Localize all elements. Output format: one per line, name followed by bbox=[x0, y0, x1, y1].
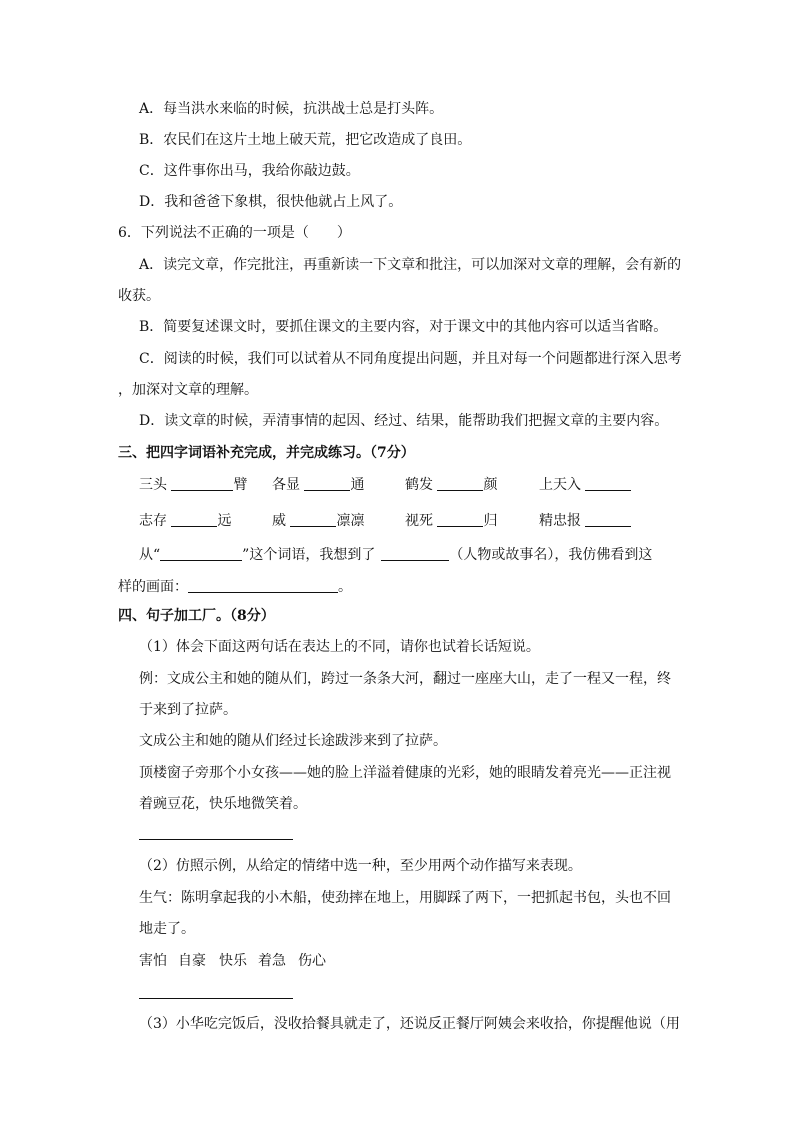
q6-option-b: B．简要复述课文时，要抓住课文的主要内容，对于课文中的其他内容可以适当省略。 bbox=[139, 319, 668, 335]
q5-option-c: C．这件事你出马，我给你敲边鼓。 bbox=[139, 163, 360, 179]
idiom-blank[interactable] bbox=[304, 476, 350, 491]
idiom-prefix: 视死 bbox=[405, 513, 433, 529]
q5-option-a: A．每当洪水来临的时候，抗洪战士总是打头阵。 bbox=[139, 101, 444, 117]
idiom-item bbox=[272, 475, 364, 495]
idiom-item bbox=[139, 475, 247, 495]
idiom-item bbox=[272, 511, 364, 531]
q6-option-c-line1: C．阅读的时候，我们可以试着从不同角度提出问题，并且对每一个问题都进行深入思考 bbox=[139, 351, 682, 367]
q6-stem: 6．下列说法不正确的一项是（ ） bbox=[118, 225, 351, 241]
scene-blank[interactable] bbox=[188, 578, 338, 593]
section3-title: 三、把四字词语补充完成，并完成练习。（7分） bbox=[118, 445, 415, 461]
part2-instruction: （2）仿照示例，从给定的情绪中选一种，至少用两个动作描写来表现。 bbox=[139, 858, 582, 874]
idiom-item bbox=[139, 511, 231, 531]
idiom-blank[interactable] bbox=[290, 512, 336, 527]
idiom-prefix: 上天入 bbox=[539, 477, 581, 493]
example-short: 文成公主和她的随从们经过长途跋涉来到了拉萨。 bbox=[139, 733, 447, 749]
q6-option-d: D．读文章的时候，弄清事情的起因、经过、结果，能帮助我们把握文章的主要内容。 bbox=[139, 413, 669, 429]
mood-option: 伤心 bbox=[298, 953, 326, 969]
idiom-sentence-line1 bbox=[139, 545, 652, 565]
idiom-suffix: 凛凛 bbox=[336, 513, 365, 529]
idiom-suffix: 归 bbox=[483, 513, 498, 529]
sentence-part: 从“ bbox=[139, 547, 161, 563]
idiom-prefix: 志存 bbox=[139, 513, 167, 529]
idiom-prefix: 各显 bbox=[272, 477, 300, 493]
mood-option: 着急 bbox=[258, 953, 286, 969]
person-story-blank[interactable] bbox=[381, 546, 449, 561]
idiom-suffix: 臂 bbox=[233, 477, 248, 493]
q6-option-c-line2: ，加深对文章的理解。 bbox=[118, 382, 258, 398]
idiom-prefix: 三头 bbox=[139, 477, 167, 493]
task-line1: 顶楼窗子旁那个小女孩——她的脸上洋溢着健康的光彩，她的眼睛发着亮光——正注视 bbox=[139, 765, 671, 781]
idiom-blank[interactable] bbox=[171, 512, 217, 527]
idiom-item bbox=[539, 511, 631, 531]
q6-option-a-line1: A．读完文章，作完批注，再重新读一下文章和批注，可以加深对文章的理解，会有新的 bbox=[139, 257, 682, 273]
sentence-part: ”这个词语，我想到了 bbox=[242, 547, 376, 563]
mood-option: 害怕 bbox=[139, 953, 167, 969]
answer-line-2[interactable] bbox=[139, 998, 293, 999]
mood-option: 自豪 bbox=[178, 953, 206, 969]
q5-option-d: D．我和爸爸下象棋，很快他就占上风了。 bbox=[139, 194, 403, 210]
example-line2: 于来到了拉萨。 bbox=[139, 702, 237, 718]
sentence-part: 。 bbox=[338, 579, 352, 595]
idiom-item bbox=[405, 511, 497, 531]
part2-example-line2: 地走了。 bbox=[139, 921, 195, 937]
part1-instruction: （1）体会下面这两句话在表达上的不同，请你也试着长话短说。 bbox=[139, 639, 540, 655]
idiom-prefix: 精忠报 bbox=[539, 513, 581, 529]
idiom-item bbox=[539, 475, 631, 495]
idiom-blank[interactable] bbox=[585, 476, 631, 491]
example-line1: 例：文成公主和她的随从们，跨过一条条大河，翻过一座座大山，走了一程又一程，终 bbox=[139, 671, 671, 687]
sentence-part: （人物或故事名），我仿佛看到这 bbox=[449, 547, 653, 563]
q6-option-a-line2: 收获。 bbox=[118, 288, 160, 304]
idiom-prefix: 鹤发 bbox=[405, 477, 433, 493]
idiom-sentence-line2 bbox=[118, 577, 352, 597]
q5-option-b: B．农民们在这片土地上破天荒，把它改造成了良田。 bbox=[139, 132, 472, 148]
idiom-prefix: 威 bbox=[272, 513, 286, 529]
task-line2: 着豌豆花，快乐地微笑着。 bbox=[139, 796, 307, 812]
idiom-suffix: 通 bbox=[350, 477, 365, 493]
idiom-blank[interactable] bbox=[437, 512, 483, 527]
part2-example-line1: 生气：陈明拿起我的小木船，使劲摔在地上，用脚踩了两下，一把抓起书包，头也不回 bbox=[139, 890, 671, 906]
part3-line1: （3）小华吃完饭后，没收拾餐具就走了，还说反正餐厅阿姨会来收拾，你提醒他说（用 bbox=[139, 1016, 680, 1032]
idiom-item bbox=[405, 475, 497, 495]
answer-line-1[interactable] bbox=[139, 839, 293, 840]
idiom-blank[interactable] bbox=[585, 512, 631, 527]
sentence-part: 样的画面： bbox=[118, 579, 188, 595]
idiom-blank[interactable] bbox=[171, 476, 233, 491]
section4-title: 四、句子加工厂。（8分） bbox=[118, 608, 275, 624]
chosen-idiom-blank[interactable] bbox=[160, 546, 242, 561]
idiom-suffix: 颜 bbox=[483, 477, 498, 493]
idiom-blank[interactable] bbox=[437, 476, 483, 491]
idiom-suffix: 远 bbox=[217, 513, 232, 529]
mood-option: 快乐 bbox=[219, 953, 247, 969]
